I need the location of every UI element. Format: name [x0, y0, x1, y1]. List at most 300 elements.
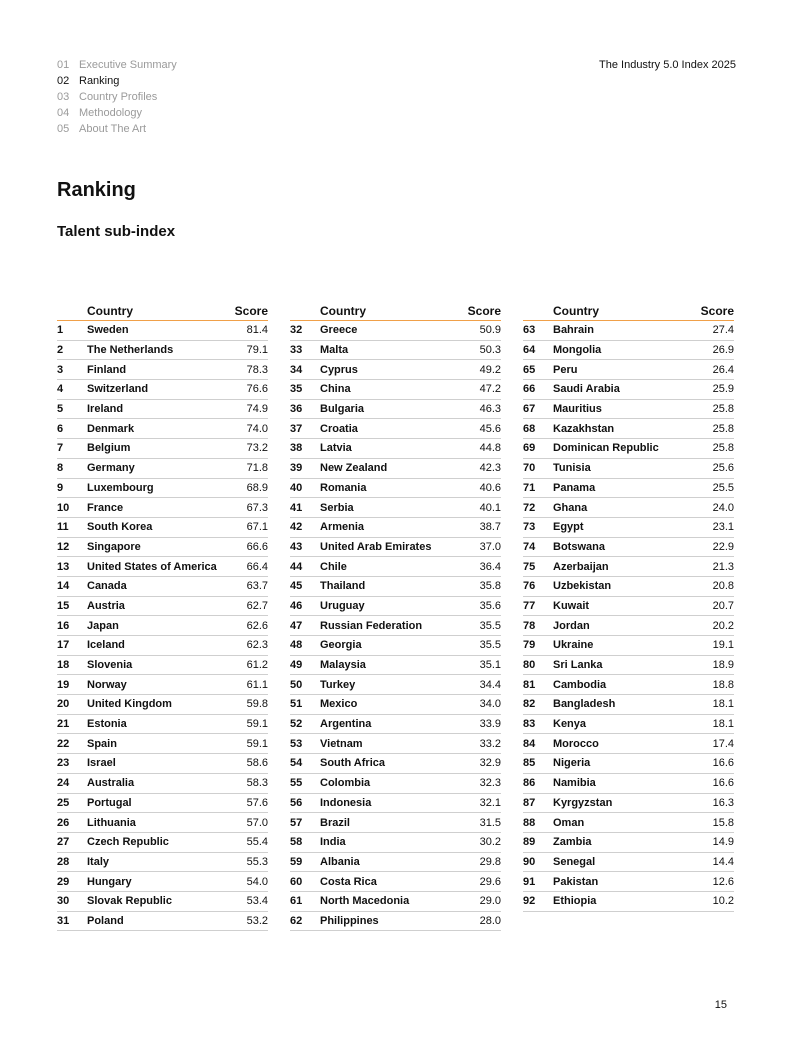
table-row: [290, 597, 501, 617]
rank-cell: 61: [290, 895, 303, 908]
table-row: [290, 321, 501, 341]
country-cell: Namibia: [553, 777, 596, 790]
rank-cell: 38: [290, 442, 303, 455]
rank-cell: 71: [523, 481, 536, 494]
score-cell: 32.9: [479, 757, 501, 770]
rank-cell: 65: [523, 363, 536, 376]
table-row: [57, 853, 268, 873]
country-cell: Iceland: [87, 639, 125, 652]
rank-cell: 11: [57, 521, 69, 534]
score-cell: 10.2: [712, 895, 734, 908]
score-cell: 61.1: [246, 678, 268, 691]
table-row: [523, 695, 734, 715]
score-cell: 29.6: [479, 875, 501, 888]
table-row: [290, 636, 501, 656]
score-cell: 78.3: [246, 363, 268, 376]
rank-cell: 89: [523, 836, 536, 849]
score-cell: 24.0: [712, 501, 734, 514]
rank-cell: 49: [290, 659, 303, 672]
score-cell: 61.2: [246, 659, 268, 672]
rank-cell: 75: [523, 560, 536, 573]
score-cell: 35.6: [479, 599, 501, 612]
toc-item[interactable]: [57, 121, 177, 137]
score-cell: 18.8: [712, 678, 734, 691]
rank-cell: 8: [57, 462, 64, 475]
rank-cell: 63: [523, 324, 536, 337]
rank-cell: 36: [290, 403, 303, 416]
table-row: [57, 774, 268, 794]
rank-cell: 83: [523, 718, 536, 731]
country-cell: China: [320, 383, 351, 396]
rank-cell: 27: [57, 836, 70, 849]
rank-cell: 17: [57, 639, 70, 652]
score-cell: 49.2: [479, 363, 501, 376]
rank-cell: 22: [57, 737, 70, 750]
rank-cell: 51: [290, 698, 303, 711]
score-cell: 63.7: [246, 580, 268, 593]
rank-cell: 16: [57, 619, 70, 632]
table-row: [57, 498, 268, 518]
toc-item[interactable]: [57, 89, 177, 105]
table-row: [523, 360, 734, 380]
rank-cell: 5: [57, 403, 64, 416]
score-cell: 76.6: [246, 383, 268, 396]
table-row: [523, 479, 734, 499]
table-row: [523, 538, 734, 558]
toc-item-number: 01: [57, 59, 70, 71]
toc-item-label: Country Profiles: [79, 91, 158, 103]
toc-item-label: Methodology: [79, 107, 142, 119]
country-cell: Norway: [87, 678, 127, 691]
score-cell: 33.9: [479, 718, 501, 731]
country-cell: Cyprus: [320, 363, 358, 376]
score-cell: 21.3: [712, 560, 734, 573]
table-row: [57, 380, 268, 400]
rank-cell: 88: [523, 816, 536, 829]
table-row: [290, 400, 501, 420]
score-cell: 58.6: [246, 757, 268, 770]
score-cell: 71.8: [246, 462, 268, 475]
rank-cell: 37: [290, 422, 303, 435]
score-cell: 53.4: [246, 895, 268, 908]
rank-cell: 1: [57, 324, 64, 337]
score-cell: 29.0: [479, 895, 501, 908]
score-cell: 74.9: [246, 403, 268, 416]
country-cell: Thailand: [320, 580, 366, 593]
country-cell: Panama: [553, 481, 596, 494]
score-cell: 37.0: [479, 540, 501, 553]
rank-cell: 57: [290, 816, 303, 829]
score-cell: 73.2: [246, 442, 268, 455]
rank-cell: 12: [57, 540, 70, 553]
table-row: [290, 656, 501, 676]
toc-item-number: 03: [57, 91, 70, 103]
score-cell: 20.2: [712, 619, 734, 632]
country-cell: Kyrgyzstan: [553, 796, 613, 809]
rank-cell: 86: [523, 777, 536, 790]
country-cell: Uruguay: [320, 599, 365, 612]
score-cell: 18.1: [712, 718, 734, 731]
rank-cell: 77: [523, 599, 536, 612]
country-cell: Bangladesh: [553, 698, 616, 711]
country-cell: Spain: [87, 737, 117, 750]
table-row: [523, 813, 734, 833]
country-header: Country: [87, 304, 133, 318]
rank-cell: 9: [57, 481, 64, 494]
rank-cell: 6: [57, 422, 64, 435]
score-cell: 44.8: [479, 442, 501, 455]
score-cell: 27.4: [712, 324, 734, 337]
table-row: [523, 675, 734, 695]
country-cell: Philippines: [320, 914, 379, 927]
rank-cell: 52: [290, 718, 303, 731]
table-row: [57, 794, 268, 814]
table-row: [523, 518, 734, 538]
country-cell: Romania: [320, 481, 367, 494]
score-cell: 33.2: [479, 737, 501, 750]
rank-cell: 72: [523, 501, 536, 514]
table-row: [290, 498, 501, 518]
table-of-contents: [57, 57, 177, 137]
table-row: [57, 341, 268, 361]
table-row: [57, 656, 268, 676]
table-row: [523, 715, 734, 735]
country-cell: Argentina: [320, 718, 372, 731]
rank-cell: 14: [57, 580, 70, 593]
table-row: [523, 577, 734, 597]
score-cell: 16.6: [712, 777, 734, 790]
rank-cell: 13: [57, 560, 70, 573]
page-number: 15: [714, 999, 727, 1011]
score-cell: 26.9: [712, 344, 734, 357]
country-cell: Singapore: [87, 540, 141, 553]
score-cell: 45.6: [479, 422, 501, 435]
table-row: [523, 872, 734, 892]
score-cell: 57.6: [246, 796, 268, 809]
country-cell: Latvia: [320, 442, 352, 455]
country-cell: United Kingdom: [87, 698, 172, 711]
section-subtitle: Talent sub-index: [57, 223, 176, 240]
rank-cell: 46: [290, 599, 303, 612]
country-cell: North Macedonia: [320, 895, 410, 908]
table-row: [57, 360, 268, 380]
country-cell: Israel: [87, 757, 116, 770]
country-cell: Australia: [87, 777, 135, 790]
score-cell: 54.0: [246, 875, 268, 888]
rank-cell: 47: [290, 619, 303, 632]
table-row: [290, 833, 501, 853]
table-row: [523, 636, 734, 656]
table-row: [290, 360, 501, 380]
table-row: [57, 459, 268, 479]
rank-cell: 3: [57, 363, 64, 376]
table-row: [57, 538, 268, 558]
country-cell: Lithuania: [87, 816, 136, 829]
score-cell: 42.3: [479, 462, 501, 475]
toc-item-number: 05: [57, 123, 70, 135]
table-row: [523, 656, 734, 676]
table-row: [290, 459, 501, 479]
score-cell: 74.0: [246, 422, 268, 435]
rank-cell: 81: [523, 678, 536, 691]
country-cell: Indonesia: [320, 796, 372, 809]
table-row: [290, 419, 501, 439]
table-row: [523, 754, 734, 774]
rank-cell: 18: [57, 659, 70, 672]
score-cell: 23.1: [712, 521, 734, 534]
score-cell: 25.8: [712, 442, 734, 455]
rank-cell: 24: [57, 777, 70, 790]
table-row: [290, 518, 501, 538]
table-row: [57, 597, 268, 617]
country-cell: Japan: [87, 619, 119, 632]
score-cell: 35.5: [479, 639, 501, 652]
rank-cell: 41: [290, 501, 303, 514]
country-cell: Oman: [553, 816, 585, 829]
score-cell: 28.0: [479, 914, 501, 927]
score-cell: 46.3: [479, 403, 501, 416]
score-cell: 34.4: [479, 678, 501, 691]
table-row: [290, 912, 501, 932]
rank-cell: 32: [290, 324, 303, 337]
rank-cell: 67: [523, 403, 536, 416]
country-cell: Belgium: [87, 442, 131, 455]
rank-cell: 10: [57, 501, 70, 514]
country-cell: Turkey: [320, 678, 356, 691]
country-cell: Ghana: [553, 501, 588, 514]
country-cell: Denmark: [87, 422, 135, 435]
score-header: Score: [234, 304, 268, 318]
rank-cell: 33: [290, 344, 303, 357]
table-row: [290, 774, 501, 794]
report-title: The Industry 5.0 Index 2025: [599, 59, 736, 71]
table-row: [57, 557, 268, 577]
table-row: [523, 400, 734, 420]
country-cell: New Zealand: [320, 462, 388, 475]
country-cell: Poland: [87, 914, 124, 927]
rank-cell: 68: [523, 422, 536, 435]
toc-item[interactable]: [57, 105, 177, 121]
rank-cell: 23: [57, 757, 70, 770]
country-cell: United States of America: [87, 560, 217, 573]
table-row: [523, 498, 734, 518]
table-row: [57, 518, 268, 538]
country-cell: The Netherlands: [87, 344, 174, 357]
rank-cell: 2: [57, 344, 64, 357]
rank-cell: 70: [523, 462, 536, 475]
toc-item-label: Executive Summary: [79, 59, 177, 71]
score-cell: 25.8: [712, 422, 734, 435]
page-title: Ranking: [57, 179, 136, 201]
table-row: [290, 794, 501, 814]
country-cell: Slovak Republic: [87, 895, 172, 908]
country-cell: South Africa: [320, 757, 385, 770]
country-cell: Mauritius: [553, 403, 602, 416]
table-row: [57, 400, 268, 420]
score-cell: 19.1: [712, 639, 734, 652]
score-cell: 66.6: [246, 540, 268, 553]
country-cell: United Arab Emirates: [320, 540, 432, 553]
score-cell: 47.2: [479, 383, 501, 396]
country-cell: Austria: [87, 599, 125, 612]
score-cell: 25.5: [712, 481, 734, 494]
toc-item[interactable]: [57, 57, 177, 73]
score-cell: 50.3: [479, 344, 501, 357]
table-row: [290, 754, 501, 774]
rank-cell: 34: [290, 363, 303, 376]
table-row: [290, 479, 501, 499]
score-cell: 16.3: [712, 796, 734, 809]
score-cell: 20.7: [712, 599, 734, 612]
ranking-table-column-2: [290, 302, 501, 931]
rank-cell: 40: [290, 481, 303, 494]
table-row: [57, 715, 268, 735]
table-row: [523, 321, 734, 341]
table-row: [57, 439, 268, 459]
score-cell: 18.1: [712, 698, 734, 711]
table-row: [290, 577, 501, 597]
country-cell: Uzbekistan: [553, 580, 612, 593]
rank-cell: 39: [290, 462, 303, 475]
rank-cell: 64: [523, 344, 536, 357]
table-row: [57, 892, 268, 912]
toc-item-label: About The Art: [79, 123, 147, 135]
table-row: [290, 439, 501, 459]
country-cell: Jordan: [553, 619, 590, 632]
toc-item-label: Ranking: [79, 75, 120, 87]
country-cell: Vietnam: [320, 737, 363, 750]
table-row: [523, 419, 734, 439]
table-row: [523, 892, 734, 912]
table-row: [290, 695, 501, 715]
country-cell: Mongolia: [553, 344, 602, 357]
country-cell: Czech Republic: [87, 836, 169, 849]
table-row: [523, 774, 734, 794]
table-row: [57, 695, 268, 715]
country-cell: Armenia: [320, 521, 365, 534]
country-cell: Malaysia: [320, 659, 366, 672]
table-row: [57, 754, 268, 774]
table-row: [523, 380, 734, 400]
country-cell: Nigeria: [553, 757, 591, 770]
table-row: [290, 616, 501, 636]
table-row: [523, 794, 734, 814]
table-header: [290, 302, 501, 321]
rank-cell: 28: [57, 855, 70, 868]
country-cell: Estonia: [87, 718, 127, 731]
country-cell: Albania: [320, 855, 360, 868]
rank-cell: 43: [290, 540, 303, 553]
toc-item[interactable]: [57, 73, 177, 89]
rank-cell: 15: [57, 599, 70, 612]
country-cell: Costa Rica: [320, 875, 377, 888]
table-row: [523, 459, 734, 479]
table-row: [290, 715, 501, 735]
rank-cell: 54: [290, 757, 303, 770]
score-cell: 18.9: [712, 659, 734, 672]
score-cell: 25.8: [712, 403, 734, 416]
rank-cell: 69: [523, 442, 536, 455]
score-cell: 14.9: [712, 836, 734, 849]
country-cell: Germany: [87, 462, 135, 475]
score-cell: 68.9: [246, 481, 268, 494]
score-cell: 66.4: [246, 560, 268, 573]
table-row: [57, 675, 268, 695]
country-cell: Sri Lanka: [553, 659, 603, 672]
table-row: [57, 419, 268, 439]
score-cell: 22.9: [712, 540, 734, 553]
score-cell: 50.9: [479, 324, 501, 337]
country-cell: Italy: [87, 855, 110, 868]
country-cell: Hungary: [87, 875, 132, 888]
rank-cell: 92: [523, 895, 536, 908]
score-cell: 34.0: [479, 698, 501, 711]
table-row: [523, 439, 734, 459]
score-cell: 59.1: [246, 718, 268, 731]
country-cell: Kuwait: [553, 599, 590, 612]
rank-cell: 59: [290, 855, 303, 868]
country-cell: Sweden: [87, 324, 129, 337]
rank-cell: 50: [290, 678, 303, 691]
table-row: [290, 872, 501, 892]
score-cell: 25.6: [712, 462, 734, 475]
country-cell: Tunisia: [553, 462, 591, 475]
country-cell: Croatia: [320, 422, 358, 435]
table-row: [290, 813, 501, 833]
score-cell: 26.4: [712, 363, 734, 376]
country-cell: Saudi Arabia: [553, 383, 620, 396]
country-cell: Azerbaijan: [553, 560, 609, 573]
table-row: [57, 813, 268, 833]
rank-cell: 19: [57, 678, 70, 691]
rank-cell: 25: [57, 796, 70, 809]
table-row: [290, 892, 501, 912]
score-cell: 55.3: [246, 855, 268, 868]
rank-cell: 85: [523, 757, 536, 770]
rank-cell: 30: [57, 895, 70, 908]
table-row: [523, 557, 734, 577]
rank-cell: 55: [290, 777, 303, 790]
rank-cell: 91: [523, 875, 536, 888]
ranking-table-column-3: [523, 302, 734, 912]
country-cell: Zambia: [553, 836, 592, 849]
rank-cell: 48: [290, 639, 303, 652]
country-cell: Cambodia: [553, 678, 607, 691]
score-cell: 53.2: [246, 914, 268, 927]
score-cell: 59.8: [246, 698, 268, 711]
country-header: Country: [320, 304, 366, 318]
score-header: Score: [700, 304, 734, 318]
score-cell: 32.3: [479, 777, 501, 790]
rank-cell: 62: [290, 914, 303, 927]
rank-cell: 79: [523, 639, 536, 652]
score-cell: 58.3: [246, 777, 268, 790]
table-header: [57, 302, 268, 321]
score-cell: 16.6: [712, 757, 734, 770]
toc-item-number: 04: [57, 107, 70, 119]
table-row: [523, 734, 734, 754]
score-cell: 32.1: [479, 796, 501, 809]
rank-cell: 74: [523, 540, 536, 553]
score-cell: 62.3: [246, 639, 268, 652]
score-cell: 30.2: [479, 836, 501, 849]
country-cell: Senegal: [553, 855, 596, 868]
table-row: [523, 853, 734, 873]
table-row: [290, 853, 501, 873]
rank-cell: 45: [290, 580, 303, 593]
rank-cell: 31: [57, 914, 70, 927]
score-cell: 15.8: [712, 816, 734, 829]
